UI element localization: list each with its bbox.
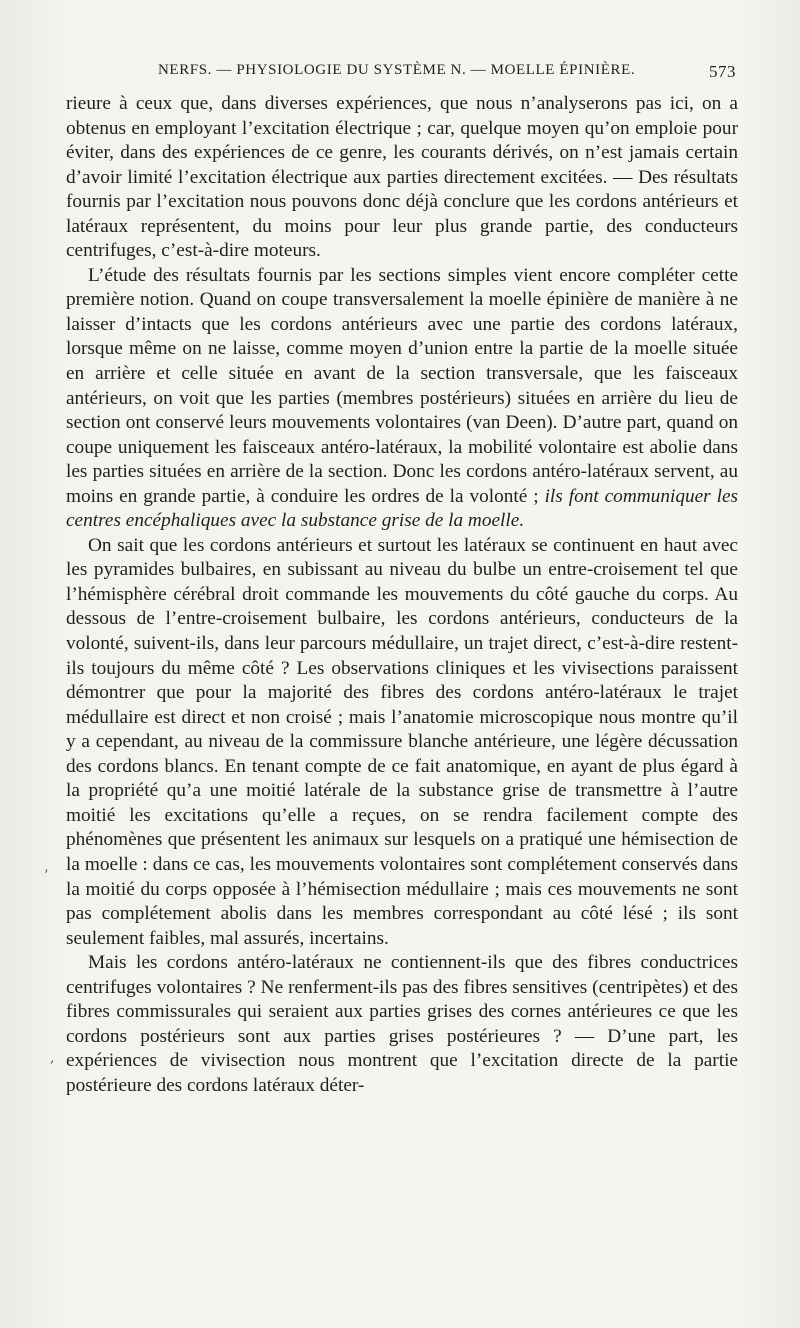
body-text	[66, 92, 738, 1098]
paragraph-3	[66, 534, 738, 951]
margin-speck: ’	[44, 868, 49, 884]
paragraph-2	[66, 264, 738, 534]
paragraph-2-italic: ils font communiquer les centres encéphaliques avec la substance grise de la moelle.	[66, 485, 739, 532]
paragraph-1	[66, 92, 738, 264]
page-number: 573	[709, 62, 736, 81]
paragraph-2-text: L’étude des résultats fournis par les sections simples vient encore compléter cette première notion. Quand on coupe transversalement la moelle épinière de manière à ne laisser d’intacts que les cordons antérieurs avec une partie des cordons latéraux, lorsque même on ne laisse, comme moyen d’union entre la partie de la moelle située en arrière et celle située en avant de la section transversale, que les faisceaux antérieurs, on voit que les parties (membres postérieurs) situées en arrière du lieu de section ont conservé leurs mouvements volontaires (van Deen). D’autre part, quand on coupe uniquement les faisceaux antéro-latéraux, la mobilité volontaire est abolie dans les parties situées en arrière de la section. Donc les cordons antéro-latéraux servent, au moins en grande partie, à conduire les ordres de la volonté ;	[66, 264, 738, 507]
paragraph-3-text: On sait que les cordons antérieurs et surtout les latéraux se continuent en haut avec les pyramides bulbaires, en subissant au niveau du bulbe un entre-croisement tel que l’hémisphère cérébral droit commande les mouvements du côté gauche du corps. Au dessous de l’entre-croisement bulbaire, les cordons antérieurs, conducteurs de la volonté, suivent-ils, dans leur parcours médullaire, un trajet direct, c’est-à-dire restent-ils toujours du même côté ? Les observations cliniques et les vivisections paraissent démontrer que pour la majorité des fibres des cordons antéro-latéraux le trajet médullaire est direct et non croisé ; mais l’anatomie microscopique nous montre qu’il y a cependant, au niveau de la commissure blanche antérieure, une légère décussation des cordons blancs. En tenant compte de ce fait anatomique, en ayant de plus égard à la propriété qu’a une moitié latérale de la substance grise de transmettre à l’autre moitié les excitations qu’elle a reçues, on se rendra facilement compte des phénomènes que présentent les animaux sur lesquels on a pratiqué une hémisection de la moelle : dans ce cas, les mouvements volontaires sont complétement conservés dans la moitié du corps opposée à l’hémisection médullaire ; mais ces mouvements ne sont pas complétement abolis dans les membres correspondant au côté lésé ; ils sont seulement faibles, mal assurés, incertains.	[66, 534, 738, 949]
margin-speck-2: ,	[50, 1050, 55, 1066]
paragraph-1-text: rieure à ceux que, dans diverses expériences, que nous n’analyserons pas ici, on a obtenus en employant l’excitation électrique ; car, quelque moyen qu’on emploie pour éviter, dans des expériences de ce genre, les courants dérivés, on n’est jamais certain d’avoir limité l’excitation électrique aux parties directement excitées. — Des résultats fournis par l’excitation nous pouvons donc déjà conclure que les cordons antérieurs et latéraux représentent, du moins pour leur plus grande partie, des conducteurs centrifuges, c’est-à-dire moteurs.	[66, 93, 738, 262]
page-header	[66, 62, 738, 86]
paragraph-4-text: Mais les cordons antéro-latéraux ne contiennent-ils que des fibres conductrices centrifuges volontaires ? Ne renferment-ils pas des fibres sensitives (centripètes) et des fibres commissurales qui seraient aux parties grises des cornes antérieures ce que les cordons postérieurs sont aux parties grises postérieures ? — D’une part, les expériences de vivisection nous montrent que l’excitation directe de la partie postérieure des cordons latéraux déter-	[66, 952, 738, 1096]
running-title: NERFS. — PHYSIOLOGIE DU SYSTÈME N. — MOELLE ÉPINIÈRE.	[158, 62, 636, 78]
paragraph-4	[66, 951, 738, 1098]
